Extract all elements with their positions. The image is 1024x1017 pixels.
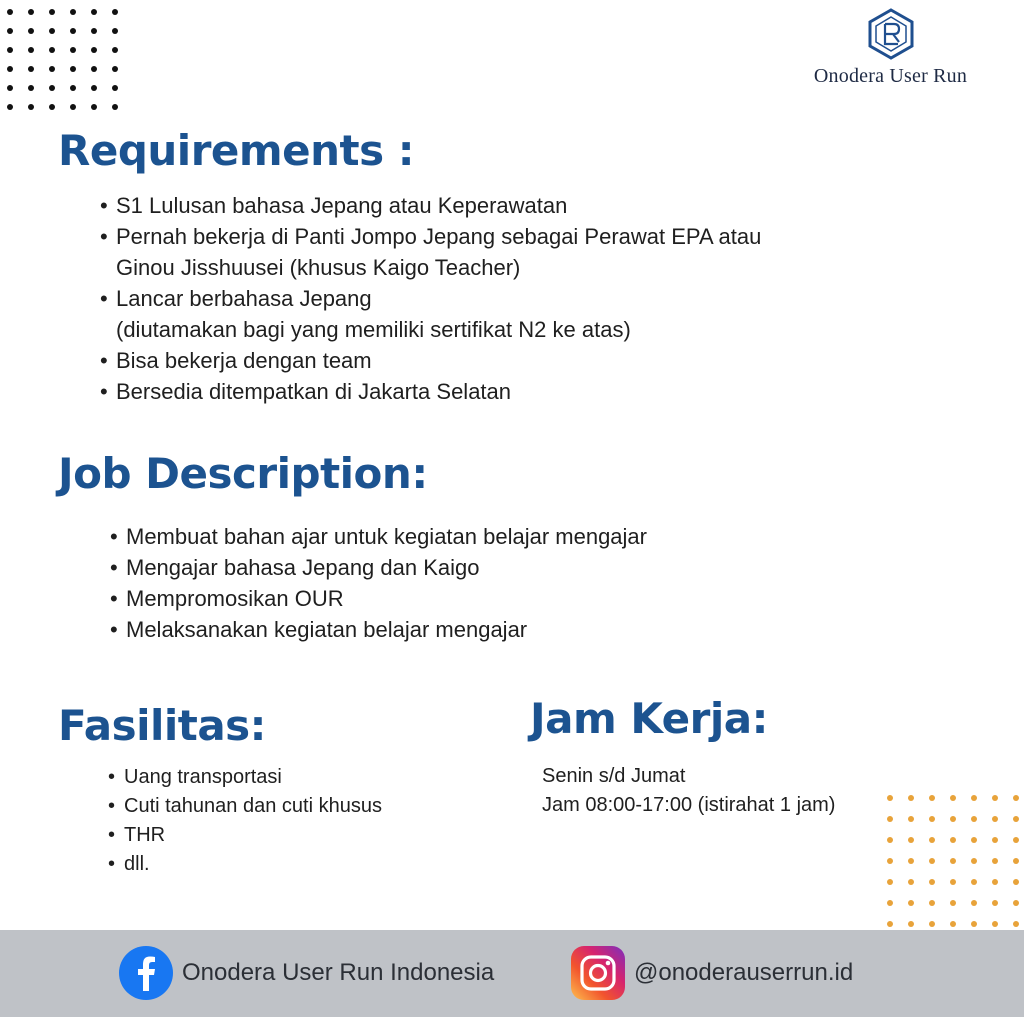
decor-dot <box>950 795 956 801</box>
decor-dot <box>1013 879 1019 885</box>
bullet: • <box>108 853 116 875</box>
bullet: • <box>108 824 116 846</box>
list-item <box>108 792 382 821</box>
decor-dot <box>950 816 956 822</box>
decor-dot <box>49 9 55 15</box>
list-item <box>100 345 761 376</box>
decor-dot <box>929 879 935 885</box>
decor-dot <box>908 921 914 927</box>
decor-dot <box>887 837 893 843</box>
decor-dot <box>28 66 34 72</box>
bullet: • <box>100 224 108 249</box>
instagram-link[interactable] <box>570 944 853 1002</box>
item-text: dll. <box>124 853 150 875</box>
decor-dot <box>28 104 34 110</box>
decor-dot <box>1013 921 1019 927</box>
decor-dot <box>887 795 893 801</box>
decor-dot <box>91 9 97 15</box>
facebook-link[interactable] <box>118 944 494 1002</box>
decor-dot <box>91 28 97 34</box>
decor-dot <box>49 47 55 53</box>
decor-dot <box>992 921 998 927</box>
item-text: S1 Lulusan bahasa Jepang atau Keperawatan <box>116 193 568 218</box>
decor-dot <box>112 28 118 34</box>
list-item <box>100 190 761 221</box>
list-item <box>100 283 761 345</box>
footer-bar <box>0 930 1024 1017</box>
decor-dot <box>112 85 118 91</box>
decor-dot <box>70 9 76 15</box>
decor-dot <box>7 104 13 110</box>
bullet: • <box>100 193 108 218</box>
item-text: Mengajar bahasa Jepang dan Kaigo <box>126 555 480 580</box>
logo-emblem-icon <box>865 8 917 60</box>
decor-dot <box>971 816 977 822</box>
item-text: Uang transportasi <box>124 766 282 788</box>
bullet: • <box>100 379 108 404</box>
decor-dot <box>7 47 13 53</box>
decor-dot <box>887 921 893 927</box>
decor-dot <box>992 858 998 864</box>
decor-dot <box>70 28 76 34</box>
decor-dot <box>28 28 34 34</box>
company-logo <box>788 8 993 88</box>
item-text: Cuti tahunan dan cuti khusus <box>124 795 382 817</box>
requirements-heading: Requirements : <box>58 126 415 175</box>
jam-kerja-heading: Jam Kerja: <box>530 694 768 743</box>
decor-dot <box>950 837 956 843</box>
decor-dot <box>112 104 118 110</box>
decor-dot <box>28 85 34 91</box>
item-text: Membuat bahan ajar untuk kegiatan belajar mengajar <box>126 524 647 549</box>
decor-dot <box>70 104 76 110</box>
item-text: Bisa bekerja dengan team <box>116 348 372 373</box>
bullet: • <box>110 586 118 611</box>
decor-dot <box>49 28 55 34</box>
list-item <box>108 850 382 879</box>
decor-dot <box>929 921 935 927</box>
dot-pattern-bottom-right <box>880 790 1024 935</box>
decor-dot <box>1013 837 1019 843</box>
requirements-list <box>100 190 761 407</box>
decor-dot <box>950 921 956 927</box>
decor-dot <box>112 66 118 72</box>
item-text: Lancar berbahasa Jepang (diutamakan bagi yang memiliki sertifikat N2 ke atas) <box>116 286 631 342</box>
list-item <box>110 552 647 583</box>
decor-dot <box>908 858 914 864</box>
decor-dot <box>28 9 34 15</box>
decor-dot <box>7 28 13 34</box>
decor-dot <box>992 900 998 906</box>
work-hours: Jam 08:00-17:00 (istirahat 1 jam) <box>542 794 836 816</box>
instagram-label: @onoderauserrun.id <box>634 959 854 986</box>
decor-dot <box>971 900 977 906</box>
dot-pattern-top-left <box>0 0 130 125</box>
decor-dot <box>992 816 998 822</box>
bullet: • <box>108 795 116 817</box>
list-item <box>100 221 761 283</box>
jam-kerja-details <box>542 762 835 820</box>
logo-brand-text: Onodera User Run <box>813 65 968 87</box>
decor-dot <box>91 104 97 110</box>
decor-dot <box>887 858 893 864</box>
list-item <box>110 583 647 614</box>
decor-dot <box>49 104 55 110</box>
decor-dot <box>992 879 998 885</box>
decor-dot <box>971 837 977 843</box>
decor-dot <box>1013 858 1019 864</box>
item-text: Mempromosikan OUR <box>126 586 344 611</box>
decor-dot <box>70 85 76 91</box>
decor-dot <box>1013 795 1019 801</box>
item-text: Melaksanakan kegiatan belajar mengajar <box>126 617 528 642</box>
decor-dot <box>7 66 13 72</box>
item-text: Bersedia ditempatkan di Jakarta Selatan <box>116 379 512 404</box>
decor-dot <box>929 795 935 801</box>
bullet: • <box>110 524 118 549</box>
bullet: • <box>110 617 118 642</box>
decor-dot <box>929 837 935 843</box>
bullet: • <box>100 286 108 311</box>
decor-dot <box>992 795 998 801</box>
fasilitas-heading: Fasilitas: <box>58 701 266 750</box>
decor-dot <box>1013 816 1019 822</box>
decor-dot <box>112 47 118 53</box>
bullet: • <box>110 555 118 580</box>
job-description-heading: Job Description: <box>58 449 428 498</box>
decor-dot <box>971 858 977 864</box>
job-description-list <box>110 521 647 645</box>
decor-dot <box>112 9 118 15</box>
decor-dot <box>70 47 76 53</box>
item-text: THR <box>124 824 166 846</box>
decor-dot <box>887 900 893 906</box>
decor-dot <box>70 66 76 72</box>
decor-dot <box>7 85 13 91</box>
decor-dot <box>929 900 935 906</box>
facebook-icon <box>118 945 174 1001</box>
list-item <box>108 821 382 850</box>
decor-dot <box>950 900 956 906</box>
decor-dot <box>28 47 34 53</box>
decor-dot <box>1013 900 1019 906</box>
decor-dot <box>971 795 977 801</box>
bullet: • <box>108 766 116 788</box>
work-days: Senin s/d Jumat <box>542 765 686 787</box>
list-item <box>108 763 382 792</box>
decor-dot <box>992 837 998 843</box>
decor-dot <box>908 837 914 843</box>
bullet: • <box>100 348 108 373</box>
list-item <box>110 614 647 645</box>
decor-dot <box>908 795 914 801</box>
decor-dot <box>908 816 914 822</box>
decor-dot <box>49 66 55 72</box>
list-item <box>100 376 761 407</box>
decor-dot <box>950 879 956 885</box>
decor-dot <box>971 879 977 885</box>
item-text: Pernah bekerja di Panti Jompo Jepang sebagai Perawat EPA atau Ginou Jisshuusei (khusus Kaigo Teacher) <box>116 224 762 280</box>
decor-dot <box>929 816 935 822</box>
decor-dot <box>887 816 893 822</box>
decor-dot <box>950 858 956 864</box>
decor-dot <box>7 9 13 15</box>
facebook-label: Onodera User Run Indonesia <box>182 959 495 986</box>
decor-dot <box>908 900 914 906</box>
fasilitas-list <box>108 763 382 879</box>
decor-dot <box>887 879 893 885</box>
decor-dot <box>91 85 97 91</box>
decor-dot <box>49 85 55 91</box>
decor-dot <box>971 921 977 927</box>
decor-dot <box>908 879 914 885</box>
decor-dot <box>91 47 97 53</box>
decor-dot <box>91 66 97 72</box>
instagram-icon <box>570 945 626 1001</box>
list-item <box>110 521 647 552</box>
decor-dot <box>929 858 935 864</box>
